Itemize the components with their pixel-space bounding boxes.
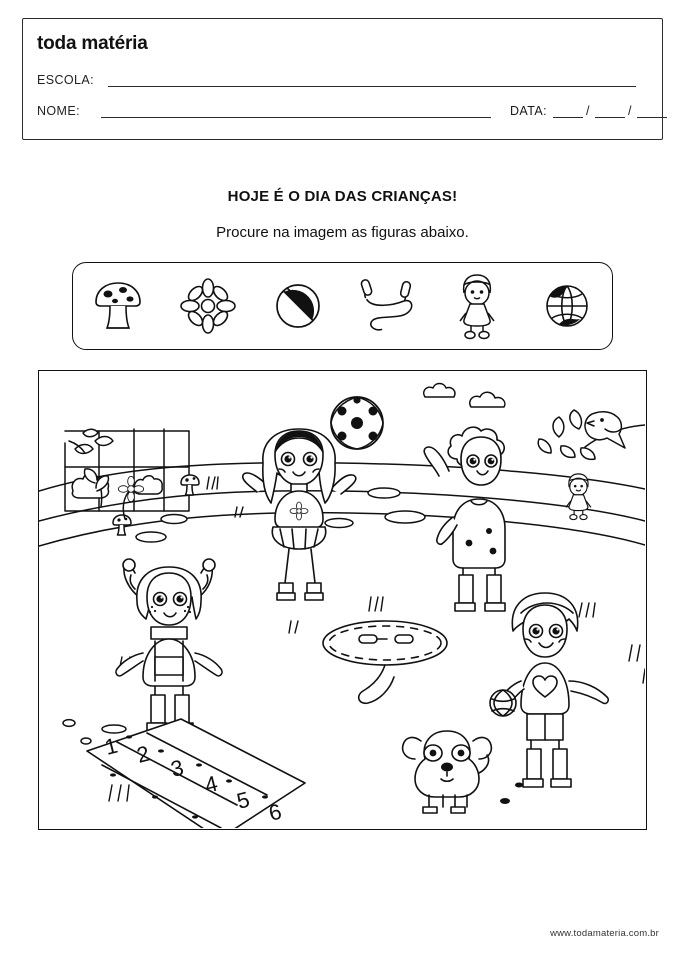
data-month-line[interactable] — [595, 117, 625, 118]
page-subtitle: Procure na imagem as figuras abaixo. — [216, 224, 469, 241]
find-items-strip — [72, 262, 613, 350]
flower-icon — [170, 269, 246, 343]
children-playing-illustration — [38, 370, 647, 830]
svg-text:3: 3 — [168, 754, 187, 782]
mushroom-icon — [80, 269, 156, 343]
escola-input-line[interactable] — [108, 86, 636, 87]
nome-input-line[interactable] — [101, 117, 491, 118]
page-title: HOJE É O DIA DAS CRIANÇAS! — [227, 188, 458, 205]
date-slash-1: / — [586, 104, 590, 118]
ball-striped-icon — [260, 269, 336, 343]
data-day-line[interactable] — [553, 117, 583, 118]
svg-text:2: 2 — [134, 740, 153, 768]
data-year-line[interactable] — [637, 117, 667, 118]
date-slash-2: / — [628, 104, 632, 118]
brand-logo: toda matéria — [37, 33, 148, 54]
svg-text:6: 6 — [266, 798, 285, 826]
escola-label: ESCOLA: — [37, 73, 94, 87]
student-info-header — [22, 18, 663, 140]
svg-text:4: 4 — [202, 770, 221, 798]
beach-ball-icon — [529, 269, 605, 343]
data-label: DATA: — [510, 104, 547, 118]
footer-url[interactable]: www.todamateria.com.br — [550, 928, 659, 939]
svg-text:1: 1 — [102, 732, 121, 760]
jump-rope-icon — [349, 269, 425, 343]
svg-text:5: 5 — [234, 786, 253, 814]
doll-icon — [439, 269, 515, 343]
nome-label: NOME: — [37, 104, 80, 118]
